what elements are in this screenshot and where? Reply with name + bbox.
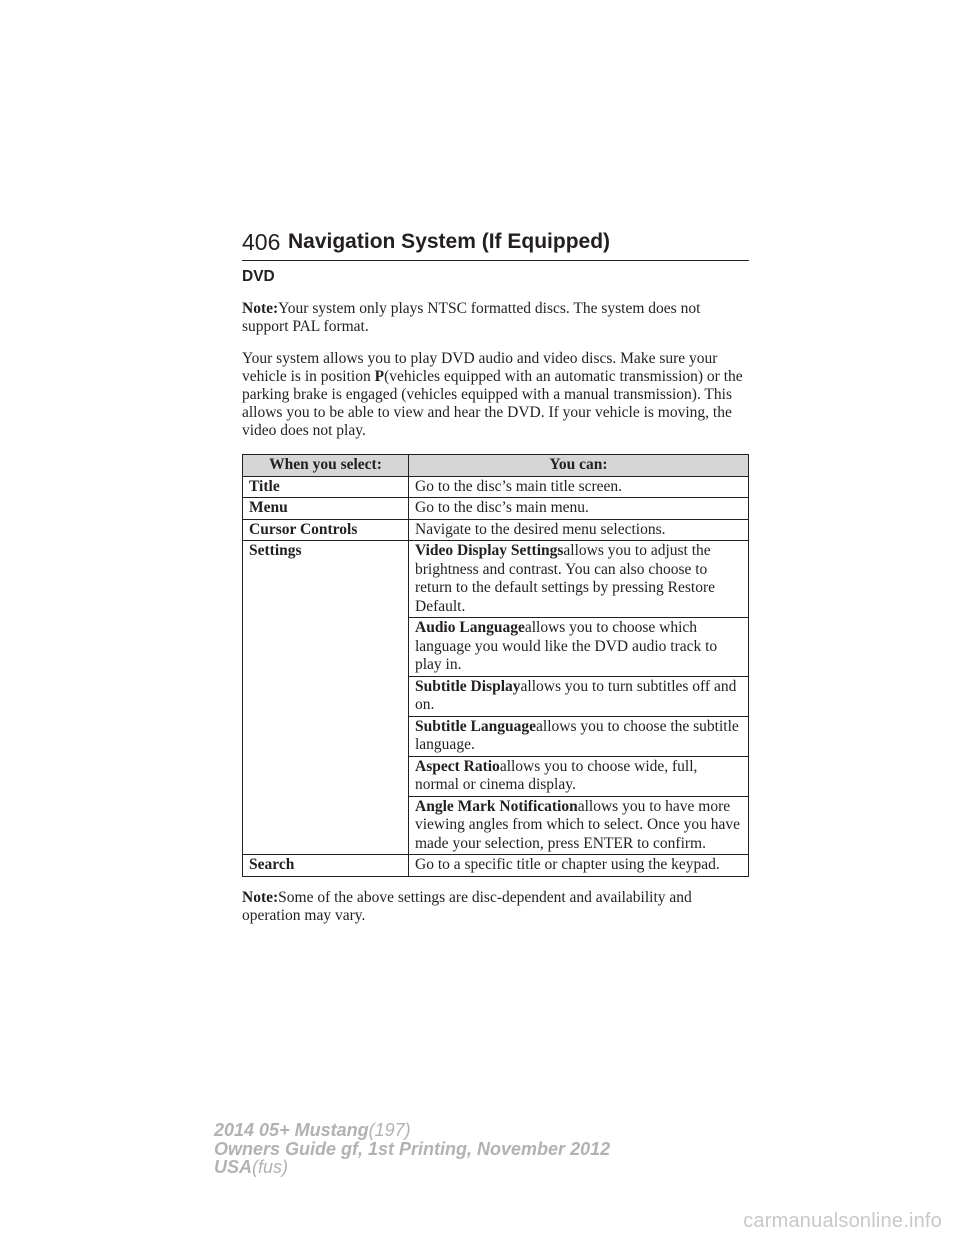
table-row bbox=[243, 855, 749, 877]
footer-model-code: (197) bbox=[368, 1120, 411, 1140]
note-text: Your system only plays NTSC formatted discs. The system does not support PAL format. bbox=[242, 300, 701, 335]
table-header-can: You can: bbox=[409, 455, 749, 477]
footer-line-printing: Owners Guide gf, 1st Printing, November 2012 bbox=[214, 1138, 611, 1159]
page-header bbox=[242, 228, 749, 261]
table-header-select: When you select: bbox=[243, 455, 409, 477]
note-label: Note: bbox=[242, 888, 279, 906]
setting-text: allows you to choose the subtitle language. bbox=[415, 717, 739, 753]
table-cell-setting bbox=[409, 796, 749, 855]
note-ntsc bbox=[242, 300, 749, 336]
setting-text: allows you to adjust the brightness and contrast. You can also choose to return to the default settings by pressing Restore Default. bbox=[415, 542, 716, 615]
note-disc-dependent bbox=[242, 889, 749, 925]
intro-text-start: Your system allows you to play DVD audio and video discs. Make sure your vehicle is in position bbox=[242, 350, 718, 385]
table-cell-description: Go to the disc’s main menu. bbox=[409, 498, 749, 520]
footer-region: USA bbox=[214, 1157, 253, 1177]
table-row bbox=[243, 476, 749, 498]
table-cell-select: Title bbox=[243, 476, 409, 498]
setting-text: allows you to choose wide, full, normal or cinema display. bbox=[415, 757, 698, 793]
table-cell-setting bbox=[409, 618, 749, 677]
footer-line-region bbox=[214, 1158, 610, 1177]
table-row bbox=[243, 519, 749, 541]
table-row bbox=[243, 541, 749, 618]
table-cell-select: Cursor Controls bbox=[243, 519, 409, 541]
subheading-dvd: DVD bbox=[242, 268, 275, 285]
setting-name: Video Display Settings bbox=[415, 542, 564, 559]
table-cell-setting bbox=[409, 756, 749, 796]
note-label: Note: bbox=[242, 300, 279, 317]
note-text: Some of the above settings are disc-dependent and availability and operation may vary. bbox=[242, 888, 692, 924]
table-cell-select: Search bbox=[243, 855, 409, 877]
table-cell-setting bbox=[409, 541, 749, 618]
page-number: 406 bbox=[242, 229, 281, 255]
setting-name: Subtitle Language bbox=[415, 717, 537, 735]
intro-paragraph bbox=[242, 350, 749, 440]
setting-name: Subtitle Display bbox=[415, 677, 521, 695]
watermark-text: carmanualsonline.info bbox=[743, 1210, 942, 1232]
table-cell-setting bbox=[409, 676, 749, 716]
table-header-row bbox=[243, 455, 749, 477]
print-footer bbox=[214, 1121, 610, 1177]
page-content bbox=[242, 268, 749, 939]
intro-text-end: (vehicles equipped with an automatic transmission) or the parking brake is engaged (vehicles equipped with a manual transmission). This allows you to be able to view and hear the DVD. If your vehicle is moving, the video does not play. bbox=[242, 368, 743, 439]
intro-bold-position: P bbox=[374, 368, 385, 385]
table-cell-description: Navigate to the desired menu selections. bbox=[409, 519, 749, 541]
footer-model: 2014 05+ Mustang bbox=[214, 1120, 369, 1140]
table-cell-select: Menu bbox=[243, 498, 409, 520]
setting-name: Angle Mark Notification bbox=[415, 797, 578, 815]
footer-line-model bbox=[214, 1121, 610, 1140]
setting-text: allows you to choose which language you would like the DVD audio track to play in. bbox=[415, 619, 718, 673]
table-cell-setting bbox=[409, 716, 749, 756]
table-cell-settings: Settings bbox=[243, 541, 409, 855]
table-cell-description: Go to a specific title or chapter using the keypad. bbox=[409, 855, 749, 877]
setting-text: allows you to turn subtitles off and on. bbox=[415, 677, 737, 713]
setting-text: allows you to have more viewing angles from which to select. Once you have made your selection, press ENTER to confirm. bbox=[415, 797, 740, 852]
table-row bbox=[243, 498, 749, 520]
setting-name: Aspect Ratio bbox=[415, 757, 500, 775]
section-title: Navigation System (If Equipped) bbox=[288, 230, 611, 253]
setting-name: Audio Language bbox=[415, 619, 525, 636]
footer-region-code: (fus) bbox=[252, 1157, 289, 1177]
dvd-controls-table bbox=[242, 454, 749, 877]
table-cell-description: Go to the disc’s main title screen. bbox=[409, 476, 749, 498]
